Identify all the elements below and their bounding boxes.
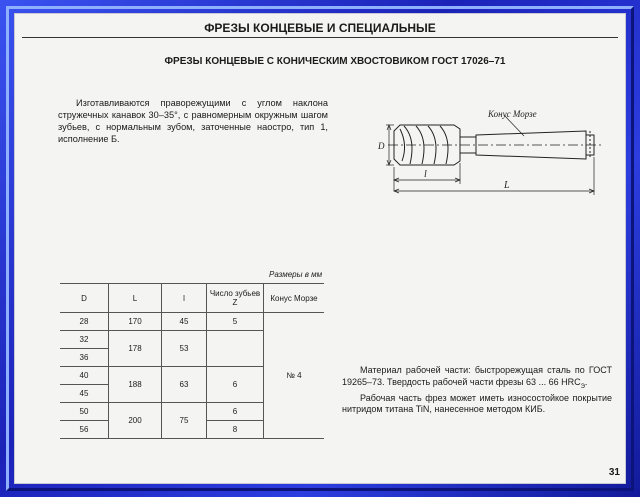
cell-d: 45 [60,385,109,403]
intro-paragraph: Изготавливаются праворежущими с углом наклона стружечных канавок 30–35°, с равномерным окружным шагом зубьев, с нормальным зубом, заточенные наостро, тип 1, исполнение Б. [58,98,328,144]
col-header-l: l [162,284,207,313]
cell-L: 170 [109,313,162,331]
dimensions-note: Размеры в мм [269,270,323,279]
material-text: Материал рабочей части: быстрорежущая сталь по ГОСТ 19265–73. Твердость рабочей части фрезы 63 ... 66 HRC [342,365,612,387]
cell-d: 56 [60,421,109,439]
header-rule [22,37,618,38]
dimensions-table [60,283,324,439]
table-header-row [60,284,324,313]
material-paragraph [342,365,612,393]
cell-teeth: 8 [207,421,264,439]
coating-paragraph: Рабочая часть фрез может иметь износостойкое покрытие нитридом титана TiN, нанесенное методом КИБ. [342,392,612,415]
cell-d: 40 [60,367,109,385]
dimension-d-label: D [378,141,385,151]
dimension-l-label: l [424,169,427,180]
cone-morse-label: Конус Морзе [488,109,537,119]
cell-l: 75 [162,403,207,439]
cell-d: 50 [60,403,109,421]
cell-teeth: 5 [207,313,264,331]
material-text-end: . [584,376,588,387]
material-notes [342,365,612,416]
cell-l: 45 [162,313,207,331]
cell-d: 36 [60,349,109,367]
document-page [14,13,626,484]
col-header-cone: Конус Морзе [264,284,325,313]
cell-L: 188 [109,367,162,403]
cell-d: 28 [60,313,109,331]
page-header-title: ФРЕЗЫ КОНЦЕВЫЕ И СПЕЦИАЛЬНЫЕ [204,21,436,35]
cell-L: 200 [109,403,162,439]
section-title: ФРЕЗЫ КОНЦЕВЫЕ С КОНИЧЕСКИМ ХВОСТОВИКОМ ГОСТ 17026–71 [164,56,506,67]
col-header-L: L [109,284,162,313]
cell-teeth: 6 [207,403,264,421]
page-number: 31 [608,467,620,478]
col-header-teeth: Число зубьев Z [207,284,264,313]
cell-l: 53 [162,331,207,367]
cell-d: 32 [60,331,109,349]
cell-cone: № 4 [264,313,325,439]
hardness-subscript: Э [580,383,585,390]
cutter-drawing [354,91,614,201]
col-header-d: D [60,284,109,313]
cell-teeth [207,331,264,367]
table-row [60,313,324,331]
cell-teeth: 6 [207,367,264,403]
cell-l: 63 [162,367,207,403]
dimension-total-length-label: L [504,180,510,191]
cell-L: 178 [109,331,162,367]
